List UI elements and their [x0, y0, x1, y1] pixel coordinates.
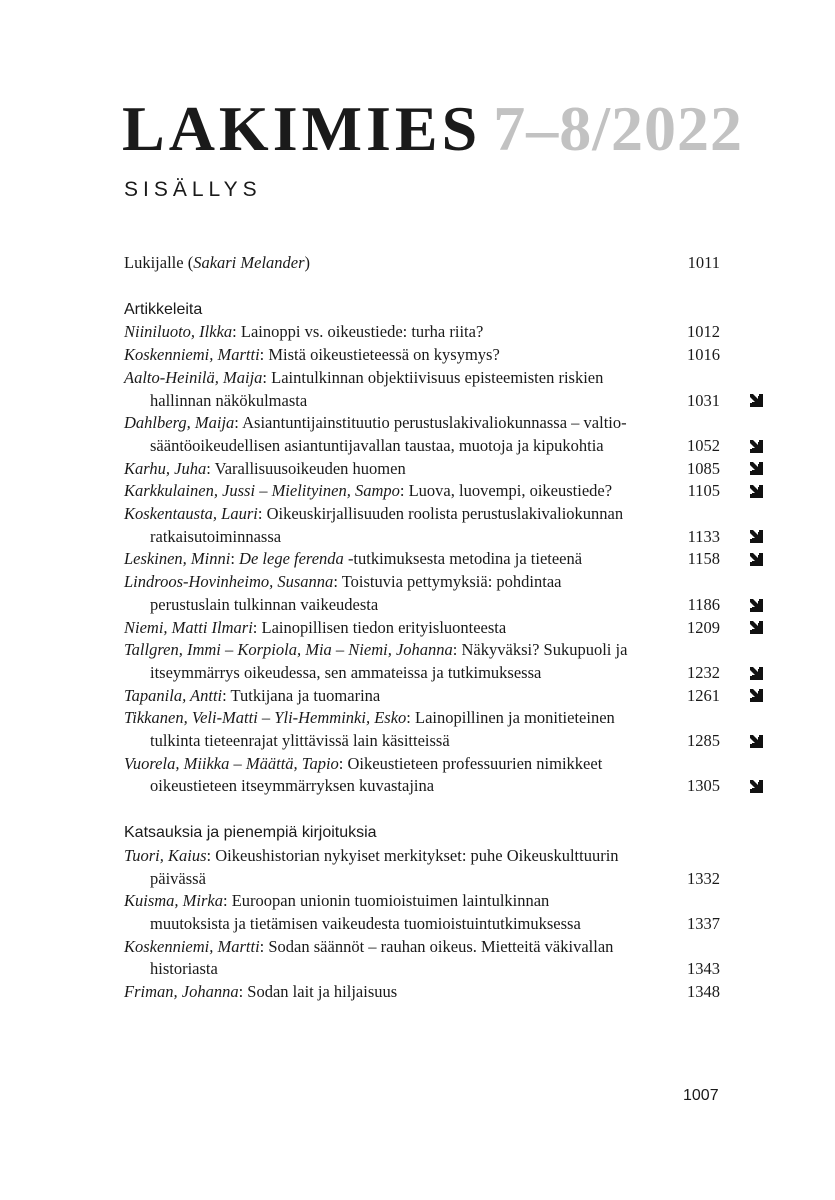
entry-title-text: Luova, luovempi, oikeustiede? — [408, 481, 613, 501]
entry-author: Dahlberg, Maija — [124, 413, 235, 433]
entry-title-text: Oikeuskirjallisuuden roolista perustuslakivaliokunnan — [266, 504, 624, 524]
entry-author: Friman, Johanna — [124, 982, 239, 1002]
entry-author: Koskentausta, Lauri — [124, 504, 258, 524]
entry-author: Tapanila, Antti — [124, 685, 223, 705]
entry-author: Tallgren, Immi – Korpiola, Mia – Niemi, Johanna — [124, 640, 453, 660]
masthead — [122, 92, 743, 166]
page-number: 1343 — [687, 959, 720, 979]
entry-italic-term: De lege ferenda — [239, 549, 344, 569]
entry-title-line: Tikkanen, Veli-Matti – Yli-Hemminki, Esko: Lainopillinen ja monitieteinen — [124, 708, 615, 728]
entry-title-text: perustuslain tulkinnan vaikeudesta — [150, 594, 379, 614]
table-of-contents — [124, 252, 764, 1004]
entry-title-text: tulkinta tieteenrajat ylittävissä lain käsitteissä — [150, 731, 450, 751]
foreword-title: Lukijalle (Sakari Melander) — [124, 253, 311, 272]
open-access-arrow-icon[interactable] — [749, 779, 764, 794]
toc-entry[interactable] — [124, 571, 764, 616]
issue-number: 7–8/2022 — [493, 93, 743, 164]
entry-title-line: Lindroos-Hovinheimo, Susanna: Toistuvia pettymyksiä: pohdintaa — [124, 572, 562, 592]
toc-entry[interactable] — [124, 412, 764, 457]
open-access-arrow-icon[interactable] — [749, 439, 764, 454]
toc-entry[interactable] — [124, 890, 764, 935]
toc-entry[interactable] — [124, 321, 764, 344]
open-access-arrow-icon[interactable] — [749, 461, 764, 476]
entry-title-text: oikeustieteen itseymmärryksen kuvastajina — [150, 776, 435, 796]
entry-title-line: Tapanila, Antti: Tutkijana ja tuomarina — [124, 685, 381, 705]
entry-title-text: sääntöoikeudellisen asiantuntijavallan taustaa, muotoja ja kipukohtia — [150, 435, 604, 455]
page-number: 1012 — [687, 322, 720, 342]
toc-entry[interactable] — [124, 639, 764, 684]
entry-title-text: Näkyväksi? Sukupuoli ja — [461, 640, 628, 660]
entry-title-line: Friman, Johanna: Sodan lait ja hiljaisuus — [124, 982, 398, 1002]
entry-title-text: Asiantuntijainstituutio perustuslakivaliokunnassa – valtio- — [242, 413, 627, 433]
page-number: 1332 — [687, 868, 720, 888]
entry-title-line: Vuorela, Miikka – Määttä, Tapio: Oikeustieteen professuurien nimikkeet — [124, 753, 603, 773]
open-access-arrow-icon[interactable] — [749, 529, 764, 544]
open-access-arrow-icon[interactable] — [749, 666, 764, 681]
section-heading: Artikkeleita — [124, 300, 203, 318]
foreword-entry[interactable] — [124, 252, 764, 275]
entry-author: Karkkulainen, Jussi – Mielityinen, Sampo — [124, 481, 400, 501]
entry-title-line: Niiniluoto, Ilkka: Lainoppi vs. oikeustiede: turha riita? — [124, 322, 484, 342]
page-number: 1232 — [687, 662, 720, 682]
entry-author: Koskenniemi, Martti — [124, 345, 260, 365]
entry-author: Aalto-Heinilä, Maija — [124, 367, 263, 387]
entry-title-text: Lainoppi vs. oikeustiede: turha riita? — [240, 322, 484, 342]
toc-entry[interactable] — [124, 753, 764, 798]
folio-page-number: 1007 — [683, 1087, 719, 1104]
entry-title-line: Kuisma, Mirka: Euroopan unionin tuomioistuimen laintulkinnan — [124, 891, 550, 911]
toc-entry[interactable] — [124, 503, 764, 548]
entry-author: Karhu, Juha — [124, 458, 207, 478]
entry-title-line — [124, 390, 764, 413]
entry-title-text: Sodan lait ja hiljaisuus — [247, 982, 398, 1002]
entry-title-text: Toistuvia pettymyksiä: pohdintaa — [341, 572, 562, 592]
page-number: 1348 — [687, 982, 720, 1002]
entry-author: Kuisma, Mirka — [124, 891, 223, 911]
entry-title-line: Koskenniemi, Martti: Sodan säännöt – rauhan oikeus. Mietteitä väkivallan — [124, 936, 614, 956]
entry-title-line: Niemi, Matti Ilmari: Lainopillisen tiedon erityisluonteesta — [124, 617, 507, 637]
entry-title-line: Tuori, Kaius: Oikeushistorian nykyiset merkitykset: puhe Oikeuskulttuurin — [124, 845, 619, 865]
entry-title-text: Oikeustieteen professuurien nimikkeet — [347, 753, 603, 773]
entry-title-line: Leskinen, Minni: De lege ferenda -tutkimuksesta metodina ja tieteenä — [124, 549, 583, 569]
page-number: 1016 — [687, 345, 720, 365]
entry-title-text: Varallisuusoikeuden huomen — [214, 458, 406, 478]
page-number: 1209 — [687, 617, 720, 637]
entry-title-line — [124, 662, 764, 685]
entry-title-line — [124, 526, 764, 549]
page-number: 1305 — [687, 776, 720, 796]
entry-title-text: hallinnan näkökulmasta — [150, 390, 308, 410]
entry-title-text: Euroopan unionin tuomioistuimen laintulkinnan — [231, 891, 550, 911]
toc-entry[interactable] — [124, 707, 764, 752]
entry-author: Lindroos-Hovinheimo, Susanna — [124, 572, 334, 592]
open-access-arrow-icon[interactable] — [749, 484, 764, 499]
entry-title-line: Karhu, Juha: Varallisuusoikeuden huomen — [124, 458, 406, 478]
entry-title-text: historiasta — [150, 959, 218, 979]
toc-entry[interactable] — [124, 617, 764, 640]
entry-title-line: Tallgren, Immi – Korpiola, Mia – Niemi, Johanna: Näkyväksi? Sukupuoli ja — [124, 640, 628, 660]
page-number: 1261 — [687, 685, 720, 705]
open-access-arrow-icon[interactable] — [749, 620, 764, 635]
page-number: 1133 — [687, 526, 720, 546]
entry-title-line — [124, 730, 764, 753]
entry-title-line — [124, 775, 764, 798]
page-number: 1011 — [687, 253, 720, 272]
toc-entry[interactable] — [124, 548, 764, 571]
entry-author: Vuorela, Miikka – Määttä, Tapio — [124, 753, 339, 773]
page-number: 1052 — [687, 435, 720, 455]
page-number: 1105 — [687, 481, 720, 501]
entry-title-line: Karkkulainen, Jussi – Mielityinen, Sampo: Luova, luovempi, oikeustiede? — [124, 481, 613, 501]
entry-title-line: Koskenniemi, Martti: Mistä oikeustieteessä on kysymys? — [124, 345, 500, 365]
toc-heading: SISÄLLYS — [124, 178, 262, 201]
entry-title-text: Lainopillinen ja monitieteinen — [415, 708, 615, 728]
page-number: 1337 — [687, 913, 720, 933]
entry-title-text: Sodan säännöt – rauhan oikeus. Mietteitä väkivallan — [268, 936, 614, 956]
entry-author: Koskenniemi, Martti — [124, 936, 260, 956]
section-heading: Katsauksia ja pienempiä kirjoituksia — [124, 824, 377, 842]
toc-entry[interactable] — [124, 685, 764, 708]
entry-title-line — [124, 435, 764, 458]
entry-title-line: Koskentausta, Lauri: Oikeuskirjallisuuden roolista perustuslakivaliokunnan — [124, 504, 624, 524]
entry-title-line: Dahlberg, Maija: Asiantuntijainstituutio perustuslakivaliokunnassa – valtio- — [124, 413, 627, 433]
entry-title-line — [124, 958, 764, 981]
page-number: 1186 — [687, 594, 720, 614]
toc-entry[interactable] — [124, 367, 764, 412]
foreword-author: Sakari Melander — [193, 253, 305, 272]
entry-title-line — [124, 913, 764, 936]
entry-author: Tikkanen, Veli-Matti – Yli-Hemminki, Esko — [124, 708, 407, 728]
entry-title-text: Tutkijana ja tuomarina — [230, 685, 381, 705]
entry-title-text: ratkaisutoiminnassa — [150, 526, 282, 546]
toc-entry[interactable] — [124, 480, 764, 503]
entry-author: Tuori, Kaius — [124, 845, 207, 865]
open-access-arrow-icon[interactable] — [749, 552, 764, 567]
open-access-arrow-icon[interactable] — [749, 393, 764, 408]
toc-entry[interactable] — [124, 845, 764, 890]
entry-title-text: itseymmärrys oikeudessa, sen ammateissa ja tutkimuksessa — [150, 662, 542, 682]
page-number: 1031 — [687, 390, 720, 410]
toc-entry[interactable] — [124, 936, 764, 981]
page-number: 1085 — [687, 458, 720, 478]
entry-title-text: Oikeushistorian nykyiset merkitykset: puhe Oikeuskulttuurin — [215, 845, 619, 865]
entry-title-text: Laintulkinnan objektiivisuus episteemisten riskien — [271, 367, 604, 387]
entry-title-line — [124, 594, 764, 617]
open-access-arrow-icon[interactable] — [749, 734, 764, 749]
toc-entry[interactable] — [124, 981, 764, 1004]
open-access-arrow-icon[interactable] — [749, 598, 764, 613]
entry-title-text: -tutkimuksesta metodina ja tieteenä — [347, 549, 583, 569]
entry-title-text: Mistä oikeustieteessä on kysymys? — [268, 345, 500, 365]
page-number: 1285 — [687, 731, 720, 751]
page-number: 1158 — [687, 549, 720, 569]
entry-title-text: muutoksista ja tietämisen vaikeudesta tuomioistuintutkimuksessa — [150, 913, 581, 933]
entry-title-text: päivässä — [150, 868, 206, 888]
toc-entry[interactable] — [124, 344, 764, 367]
entry-author: Leskinen, Minni — [124, 549, 231, 569]
journal-title: LAKIMIES — [122, 93, 482, 164]
entry-author: Niemi, Matti Ilmari — [124, 617, 253, 637]
toc-entry[interactable] — [124, 458, 764, 481]
entry-title-text: Lainopillisen tiedon erityisluonteesta — [261, 617, 507, 637]
entry-author: Niiniluoto, Ilkka — [124, 322, 233, 342]
entry-title-line: Aalto-Heinilä, Maija: Laintulkinnan objektiivisuus episteemisten riskien — [124, 367, 604, 387]
entry-title-line — [124, 868, 764, 891]
open-access-arrow-icon[interactable] — [749, 688, 764, 703]
